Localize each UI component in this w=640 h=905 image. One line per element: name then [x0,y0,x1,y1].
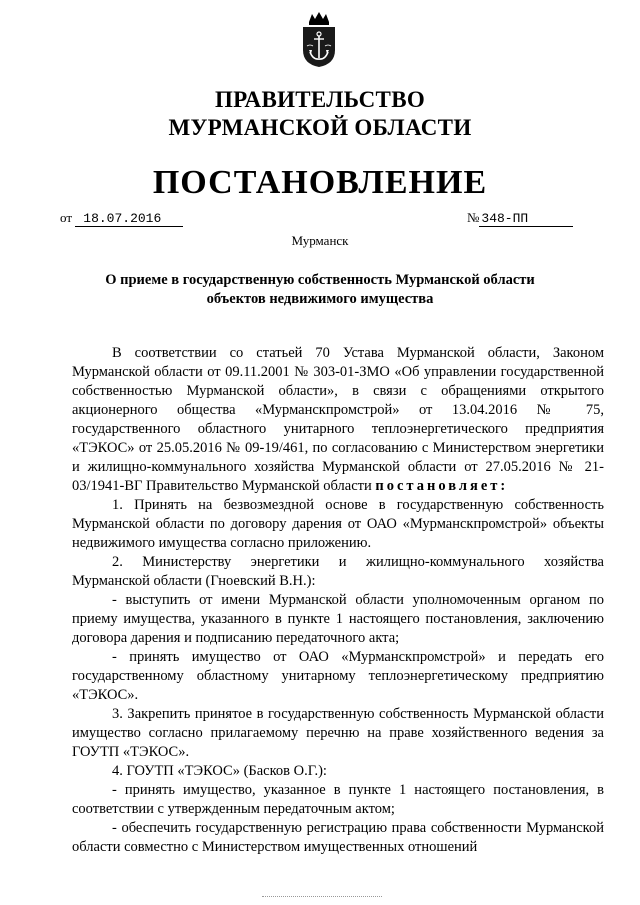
number-prefix: № [467,210,480,225]
paragraph-2b: - принять имущество от ОАО «Мурманскпромстрой» и передать его государственному областному унитарному теплоэнергетическому предприятию «ТЭКОС». [72,649,604,703]
intro-text: В соответствии со статьей 70 Устава Мурманской области, Законом Мурманской области от 09.11.2001 № 303-01-ЗМО «Об управлении государственной собственностью Мурманской области», в связи с обращениями открытого акционерного общества «Мурманскпромстрой» от 13.04.2016 № 75, государственного областного унитарного теплоэнергетического предприятия «ТЭКОС» от 25.05.2016 № 09-19/461, по согласованию с Министерством энергетики и жилищно-коммунального хозяйства Мурманской области от 27.05.2016 № 21-03/1941-ВГ Правительство Мурманской области [72,345,604,494]
document-subject [0,271,640,309]
intro-paragraph [72,344,604,496]
document-type-title: ПОСТАНОВЛЕНИЕ [152,164,488,201]
page-footer-mark [262,896,382,898]
date-value: 18.07.2016 [75,211,183,227]
number-field [467,210,573,227]
organization-name-line1: ПРАВИТЕЛЬСТВО [214,87,426,112]
paragraph-4a: - принять имущество, указанное в пункте 1 настоящего постановления, в соответствии с утвержденным передаточным актом; [72,782,604,817]
paragraph-1: 1. Принять на безвозмездной основе в государственную собственность Мурманской области по договору дарения от ОАО «Мурманскпромстрой» объекты недвижимого имущества согласно приложению. [72,497,604,551]
date-prefix: от [60,210,73,225]
subject-line2: объектов недвижимого имущества [206,291,434,307]
date-field [60,210,183,227]
city-name: Мурманск [291,233,349,248]
number-value: 348-ПП [479,211,573,227]
paragraph-4b: - обеспечить государственную регистрацию права собственности Мурманской области совместно с Министерством имущественных отношений [72,820,604,855]
coat-of-arms-icon [299,10,339,68]
paragraph-4: 4. ГОУТП «ТЭКОС» (Басков О.Г.): [112,763,327,779]
paragraph-2: 2. Министерству энергетики и жилищно-коммунального хозяйства Мурманской области (Гноевский В.Н.): [72,554,604,589]
document-body [72,344,604,857]
paragraph-3: 3. Закрепить принятое в государственную собственность Мурманской области имущество согласно прилагаемому перечню на праве хозяйственного ведения за ГОУТП «ТЭКОС». [72,706,604,760]
paragraph-2a: - выступить от имени Мурманской области уполномоченным органом по приему имущества, указанного в пункте 1 настоящего постановления, заключению договора дарения и подписанию передаточного акта; [72,592,604,646]
organization-name-line2: МУРМАНСКОЙ ОБЛАСТИ [168,115,472,140]
resolve-word: постановляет: [375,478,509,494]
subject-line1: О приеме в государственную собственность Мурманской области [105,272,535,288]
